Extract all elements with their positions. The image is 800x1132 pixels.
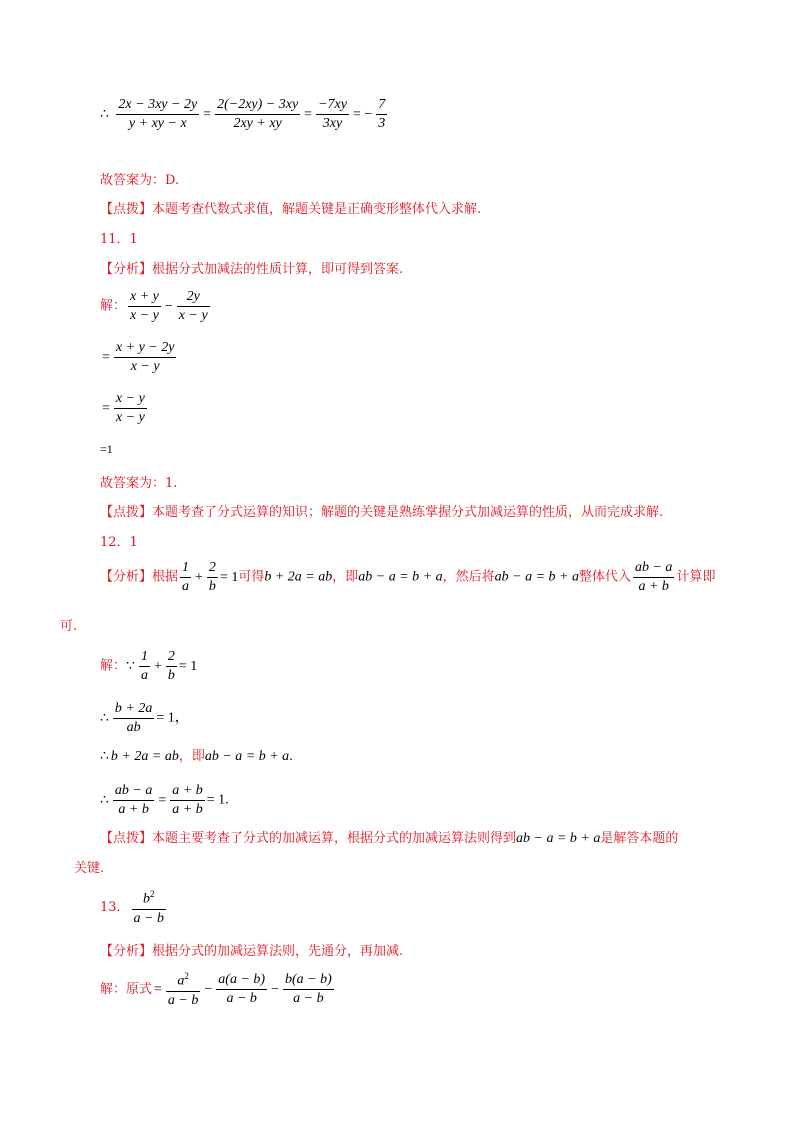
fraction: $\frac{2(-2xy) - 3xy}{2xy + xy}$ bbox=[217, 97, 299, 131]
fraction: $\frac{x - y}{x - y}$ bbox=[115, 391, 145, 425]
q11-dianbo: 【点拨】本题考查了分式运算的知识；解题的关键是熟练掌握分式加减运算的性质，从而完成求解. bbox=[100, 505, 664, 520]
fraction: $\frac{x + y}{x - y}$ bbox=[130, 289, 159, 323]
fraction: $\frac{2x - 3xy - 2y}{y + xy - x}$ bbox=[118, 97, 198, 131]
fraction: $\frac{-7xy}{3xy}$ bbox=[318, 97, 347, 131]
fraction: $\frac{a^2}{a - b}$ bbox=[167, 971, 199, 1008]
q12-dianbo: 【点拨】本题主要考查了分式的加减运算，根据分式的加减运算法则得到ab − a = b + a是解答本题的 bbox=[100, 831, 679, 846]
q11-step4: =1 bbox=[100, 442, 113, 456]
q11-step2: = $\frac{x + y - 2y}{x - y}$ bbox=[102, 340, 175, 374]
q11-step1: 解： $\frac{x + y}{x - y}$ − $\frac{2y}{x - y}$ bbox=[100, 289, 208, 323]
fraction: $\frac{1}{a}$ bbox=[140, 649, 148, 683]
fraction: $\frac{a + b}{a + b}$ bbox=[172, 783, 203, 817]
q12-step3: ∴ b + 2a = ab，即ab − a = b + a. bbox=[100, 749, 293, 764]
fraction: $\frac{2}{b}$ bbox=[167, 649, 175, 683]
fraction: $\frac{1}{a}$ bbox=[182, 560, 190, 594]
q12-step4: ∴ $\frac{ab - a}{a + b}$ = $\frac{a + b}{a + b}$ = 1. bbox=[100, 783, 229, 817]
top-equation: ∴ $\frac{2x - 3xy - 2y}{y + xy - x}$ = $\frac{2(-2xy) - 3xy}{2xy + xy}$ = $\frac{-7xy}{3xy}$ = − $\frac{7}{3}$ bbox=[100, 97, 386, 131]
fraction: $\frac{2y}{x - y}$ bbox=[178, 289, 208, 323]
q11-number: 11．1 bbox=[100, 232, 138, 247]
q10-dianbo: 【点拨】本题考查代数式求值，解题关键是正确变形整体代入求解. bbox=[100, 202, 482, 217]
fraction: $\frac{7}{3}$ bbox=[378, 97, 386, 131]
q12-number: 12．1 bbox=[100, 535, 138, 550]
q12-fenxi: 【分析】根据 $\frac{1}{a}$ + $\frac{2}{b}$ = 1可得b + 2a = ab，即ab − a = b + a，然后将ab − a = b + a整体代入 $\frac{ab - a}{a + b}$ 计算即 bbox=[100, 560, 716, 594]
fraction: $\frac{x + y - 2y}{x - y}$ bbox=[115, 340, 175, 374]
fraction: $\frac{b + 2a}{ab}$ bbox=[114, 701, 153, 735]
q12-dianbo-cont: 关键. bbox=[74, 861, 105, 876]
fraction: $\frac{a(a - b)}{a - b}$ bbox=[218, 972, 266, 1007]
q11-fenxi: 【分析】根据分式加减法的性质计算，即可得到答案. bbox=[100, 262, 404, 277]
fraction: $\frac{ab - a}{a + b}$ bbox=[114, 783, 153, 817]
fraction: $\frac{ab - a}{a + b}$ bbox=[634, 560, 673, 594]
q12-step1: 解：∵ $\frac{1}{a}$ + $\frac{2}{b}$ = 1 bbox=[100, 649, 198, 683]
fraction: $\frac{b(a - b)}{a - b}$ bbox=[284, 972, 332, 1007]
q12-fenxi-cont: 可. bbox=[60, 619, 78, 634]
q12-step2: ∴ $\frac{b + 2a}{ab}$ = 1， bbox=[100, 701, 189, 735]
q10-answer: 故答案为：D. bbox=[100, 173, 180, 188]
fraction: $\frac{b^2}{a - b}$ bbox=[133, 889, 164, 926]
q13-answer: 13． $\frac{b^2}{a - b}$ bbox=[100, 889, 164, 926]
q11-answer: 故答案为：1. bbox=[100, 476, 178, 491]
q13-step1: 解：原式 = $\frac{a^2}{a - b}$ − $\frac{a(a - b)}{a - b}$ − $\frac{b(a - b)}{a - b}$ bbox=[100, 971, 332, 1008]
fraction: $\frac{2}{b}$ bbox=[208, 560, 216, 594]
q13-fenxi: 【分析】根据分式的加减运算法则，先通分，再加减. bbox=[100, 944, 404, 959]
q11-step3: = $\frac{x - y}{x - y}$ bbox=[102, 391, 145, 425]
therefore-symbol: ∴ bbox=[100, 106, 109, 122]
